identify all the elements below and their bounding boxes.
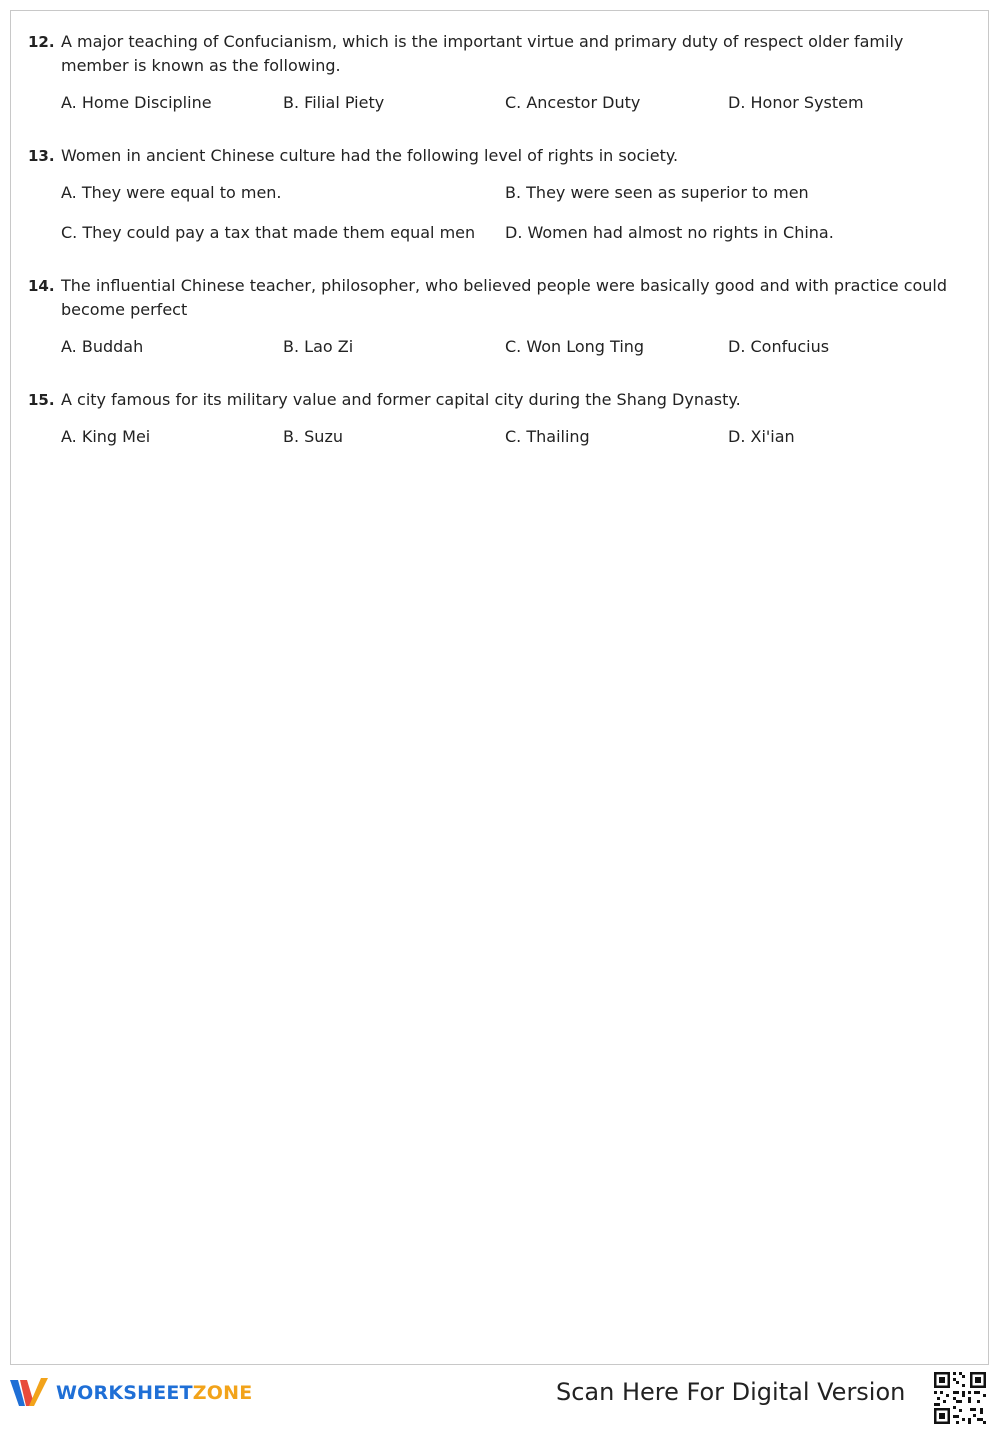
- choice-b[interactable]: B. Lao Zi: [283, 337, 354, 356]
- choice-b[interactable]: B. They were seen as superior to men: [505, 183, 809, 202]
- question-13: [28, 144, 948, 263]
- choice-c[interactable]: C. Ancestor Duty: [505, 93, 641, 112]
- question-number: 13.: [28, 147, 55, 165]
- choice-d[interactable]: D. Confucius: [728, 337, 830, 356]
- choice-d[interactable]: D. Xi'ian: [728, 427, 795, 446]
- choice-d[interactable]: D. Women had almost no rights in China.: [505, 223, 834, 242]
- question-14: [28, 274, 948, 367]
- question-12: [28, 30, 948, 123]
- brand-logo[interactable]: [10, 1376, 252, 1410]
- brand-name-part2: ZONE: [192, 1382, 253, 1404]
- worksheetzone-logo-icon: [10, 1376, 54, 1410]
- question-text: The influential Chinese teacher, philosopher, who believed people were basically good and with practice could become perfect: [61, 276, 948, 319]
- choice-d[interactable]: D. Honor System: [728, 93, 864, 112]
- question-number: 15.: [28, 391, 55, 409]
- choice-c[interactable]: C. They could pay a tax that made them equal men: [61, 223, 476, 242]
- question-text: A city famous for its military value and former capital city during the Shang Dynasty.: [61, 390, 741, 409]
- footer: [0, 1366, 1000, 1414]
- brand-name-part1: WORKSHEET: [56, 1382, 193, 1404]
- choice-c[interactable]: C. Thailing: [505, 427, 590, 446]
- choice-a[interactable]: A. Home Discipline: [61, 93, 212, 112]
- choice-b[interactable]: B. Filial Piety: [283, 93, 385, 112]
- choice-a[interactable]: A. They were equal to men.: [61, 183, 282, 202]
- question-text: Women in ancient Chinese culture had the following level of rights in society.: [61, 146, 679, 165]
- question-15: [28, 388, 948, 457]
- scan-text: Scan Here For Digital Version: [556, 1378, 906, 1406]
- choice-a[interactable]: A. King Mei: [61, 427, 151, 446]
- question-text: A major teaching of Confucianism, which is the important virtue and primary duty of respect older family member is known as the following.: [61, 32, 904, 75]
- qr-code-icon[interactable]: [928, 1366, 992, 1430]
- question-number: 12.: [28, 33, 55, 51]
- choice-c[interactable]: C. Won Long Ting: [505, 337, 645, 356]
- choice-a[interactable]: A. Buddah: [61, 337, 144, 356]
- choice-b[interactable]: B. Suzu: [283, 427, 343, 446]
- brand-name: [56, 1382, 252, 1404]
- question-number: 14.: [28, 277, 55, 295]
